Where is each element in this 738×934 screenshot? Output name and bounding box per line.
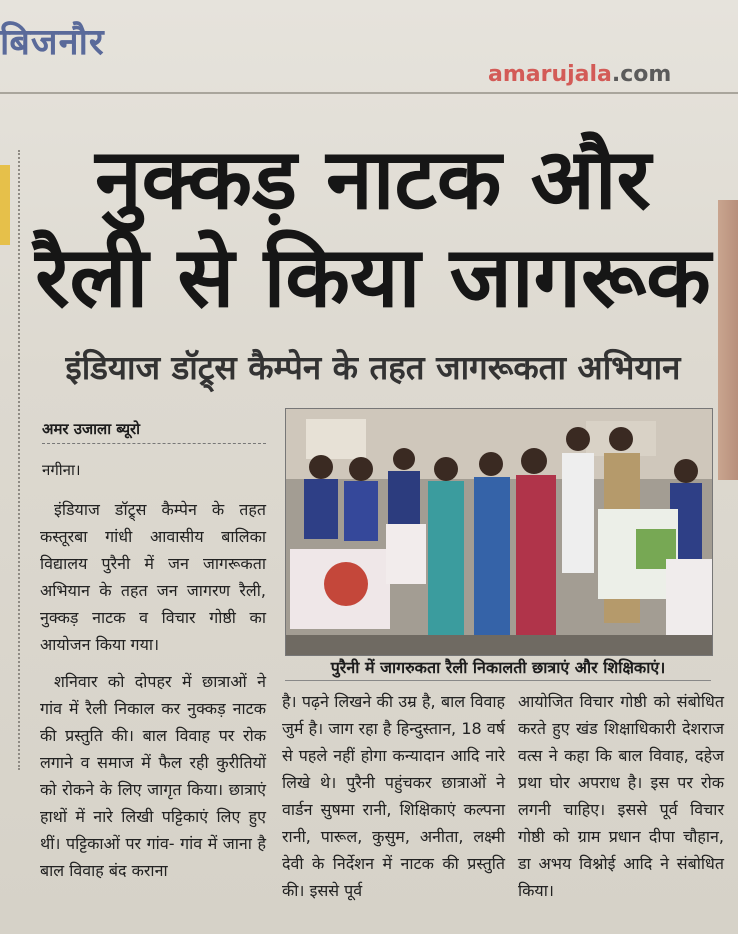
news-photo — [285, 408, 713, 656]
rally-photo-illustration — [286, 409, 712, 655]
city-name: बिजनौर — [0, 22, 105, 63]
caption-rule — [285, 680, 711, 681]
headline: नुक्कड़ नाटक और रैली से किया जागरूक — [35, 130, 711, 326]
paragraph-2: शनिवार को दोपहर में छात्राओं ने गांव में रैली निकाल कर नुक्कड़ नाटक की प्रस्तुति की। बाल विवाह पर रोक लगाने व समाज में फैल रही कुरीतियों को रोकने के लिए जागृत किया। छात्राएं हाथों में नारे लिखी पट्टिकाएं लिए हुए थीं। पट्टिकाओं पर गांव- गांव में जाना है बाल विवाह बंद कराना — [40, 672, 266, 880]
dateline: नगीना। — [42, 461, 81, 479]
brand-domain: .com — [611, 62, 672, 87]
adjacent-column-edge — [0, 165, 10, 245]
paragraph-1: इंडियाज डॉट्र्स कैम्पेन के तहत कस्तूरबा गांधी आवासीय बालिका विद्यालय पुरैनी में जन जागरूकता अभियान के तहत जन जागरण रैली, नुक्कड़ नाटक व विचार गोष्ठी का आयोजन किया गया। — [40, 500, 266, 654]
adjacent-photo-edge — [718, 200, 738, 480]
byline: अमर उजाला ब्यूरो — [42, 419, 266, 444]
brand-logo — [488, 62, 671, 87]
paragraph-3: है। पढ़ने लिखने की उम्र है, बाल विवाह जुर्म है। जाग रहा है हिन्दुस्तान, 18 वर्ष से पहले नहीं होगा कन्यादान आदि नारे लिखे थे। पुरैनी पहुंचकर छात्राओं ने वार्डन सुषमा रानी, शिक्षिकाएं कल्पना रानी, पारूल, कुसुम, अनीता, लक्ष्मी देवी के निर्देशन में नाटक की प्रस्तुति की। इससे पूर्व — [282, 692, 505, 900]
column-divider — [18, 150, 20, 770]
subheadline: इंडियाज डॉट्र्स कैम्पेन के तहत जागरूकता अभियान — [65, 348, 681, 387]
photo-caption: पुरैनी में जागरुकता रैली निकालती छात्राएं और शिक्षिकाएं। — [330, 658, 666, 677]
brand-name: amarujala — [488, 62, 612, 87]
paragraph-4: आयोजित विचार गोष्ठी को संबोधित करते हुए खंड शिक्षाधिकारी देशराज वत्स ने कहा कि बाल विवाह, दहेज प्रथा घोर अपराध है। इस पर रोक लगनी चाहिए। इससे पूर्व विचार गोष्ठी को ग्राम प्रधान दीपा चौहान, डा अभय विश्नोई आदि ने संबोधित किया। — [518, 692, 724, 900]
page-header — [0, 0, 738, 94]
